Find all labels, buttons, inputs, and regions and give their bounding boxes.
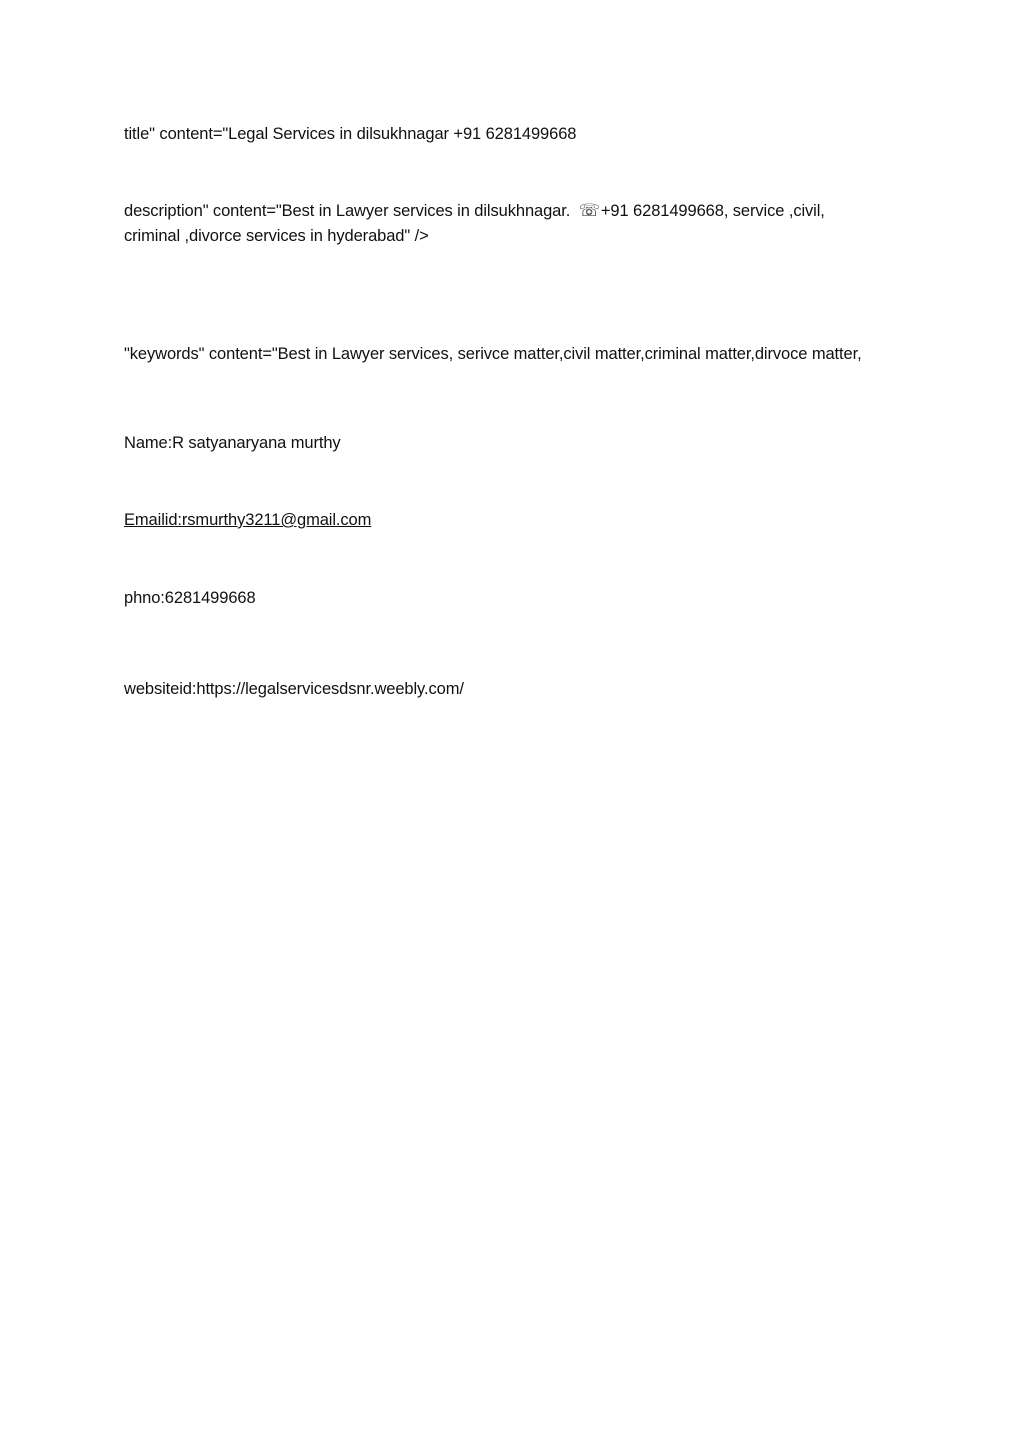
description-meta-line bbox=[124, 199, 884, 249]
email-link[interactable]: Emailid:rsmurthy3211@gmail.com bbox=[124, 511, 372, 529]
name-line: Name:R satyanaryana murthy bbox=[124, 434, 341, 452]
description-text-end: +91 6281499668, service ,civil, criminal ,divorce services in hyderabad" /> bbox=[124, 202, 825, 245]
description-text-start: description" content="Best in Lawyer services in dilsukhnagar. bbox=[124, 202, 571, 220]
website-line: websiteid:https://legalservicesdsnr.weebly.com/ bbox=[124, 680, 464, 698]
keywords-meta-line: "keywords" content="Best in Lawyer services, serivce matter,civil matter,criminal matter,dirvoce matter, bbox=[124, 345, 862, 363]
title-meta-line: title" content="Legal Services in dilsukhnagar +91 6281499668 bbox=[124, 125, 577, 143]
telephone-icon: ☏ bbox=[578, 201, 600, 221]
phone-line: phno:6281499668 bbox=[124, 589, 256, 607]
